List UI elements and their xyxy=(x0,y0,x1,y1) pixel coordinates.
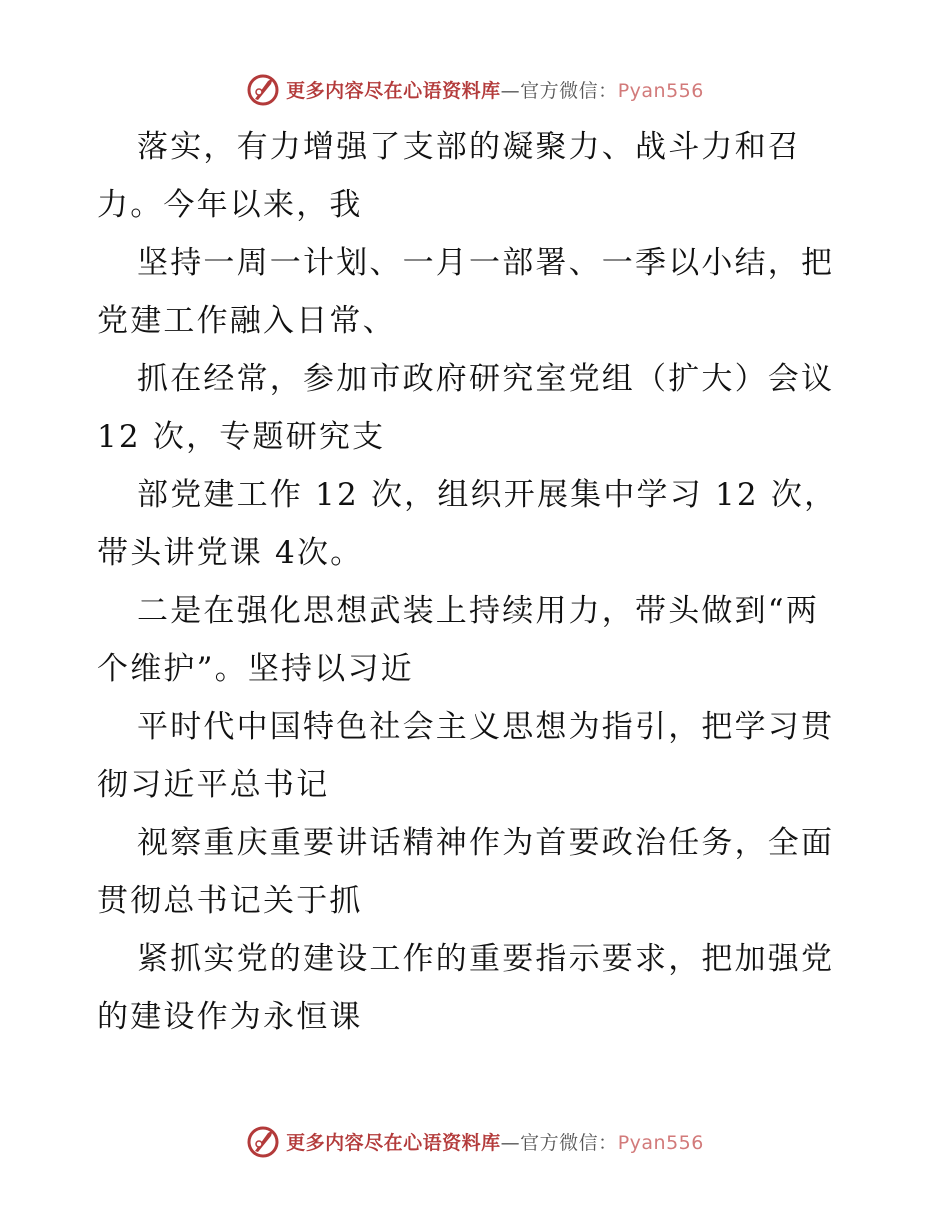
paragraph-line-2: 12 次，专题研究支 xyxy=(97,419,386,455)
watermark-wechat-id: Pyan556 xyxy=(617,1131,704,1154)
paragraph-line-1: 二是在强化思想武装上持续用力，带头做到“两 xyxy=(137,593,820,629)
header-watermark xyxy=(0,72,950,106)
footer-watermark xyxy=(0,1124,950,1158)
paragraph-line-1: 紧抓实党的建设工作的重要指示要求，把加强党 xyxy=(137,941,835,977)
paragraph xyxy=(97,582,857,698)
watermark-brand: 更多内容尽在心语资料库 xyxy=(286,1131,501,1154)
paragraph-line-1: 落实，有力增强了支部的凝聚力、战斗力和召 xyxy=(137,129,801,165)
paragraph-line-2: 的建设作为永恒课 xyxy=(97,999,363,1035)
quill-pen-logo-icon xyxy=(246,72,280,106)
paragraph-line-2: 彻习近平总书记 xyxy=(97,767,330,803)
watermark-separator: — xyxy=(500,1131,521,1154)
watermark-label: 官方微信： xyxy=(520,1131,618,1154)
paragraph xyxy=(97,234,857,350)
paragraph-line-1: 坚持一周一计划、一月一部署、一季以小结，把 xyxy=(137,245,835,281)
watermark-separator: — xyxy=(500,79,521,102)
watermark-brand: 更多内容尽在心语资料库 xyxy=(286,79,501,102)
watermark-label: 官方微信： xyxy=(520,79,618,102)
paragraph-line-2: 个维护”。坚持以习近 xyxy=(97,651,414,687)
paragraph-line-1: 部党建工作 12 次，组织开展集中学习 12 次， xyxy=(137,477,838,513)
quill-pen-logo-icon xyxy=(246,1124,280,1158)
paragraph xyxy=(97,118,857,234)
paragraph xyxy=(97,466,857,582)
watermark-wechat-id: Pyan556 xyxy=(617,79,704,102)
paragraph xyxy=(97,350,857,466)
paragraph-line-2: 带头讲党课 4次。 xyxy=(97,535,364,571)
paragraph xyxy=(97,698,857,814)
paragraph-line-2: 力。今年以来，我 xyxy=(97,187,363,223)
paragraph-line-2: 党建工作融入日常、 xyxy=(97,303,396,339)
paragraph xyxy=(97,814,857,930)
paragraph xyxy=(97,930,857,1046)
paragraph-line-1: 平时代中国特色社会主义思想为指引，把学习贯 xyxy=(137,709,835,745)
paragraph-line-1: 视察重庆重要讲话精神作为首要政治任务，全面 xyxy=(137,825,835,861)
paragraph-line-2: 贯彻总书记关于抓 xyxy=(97,883,363,919)
document-body xyxy=(97,118,857,1046)
paragraph-line-1: 抓在经常，参加市政府研究室党组（扩大）会议 xyxy=(137,361,835,397)
